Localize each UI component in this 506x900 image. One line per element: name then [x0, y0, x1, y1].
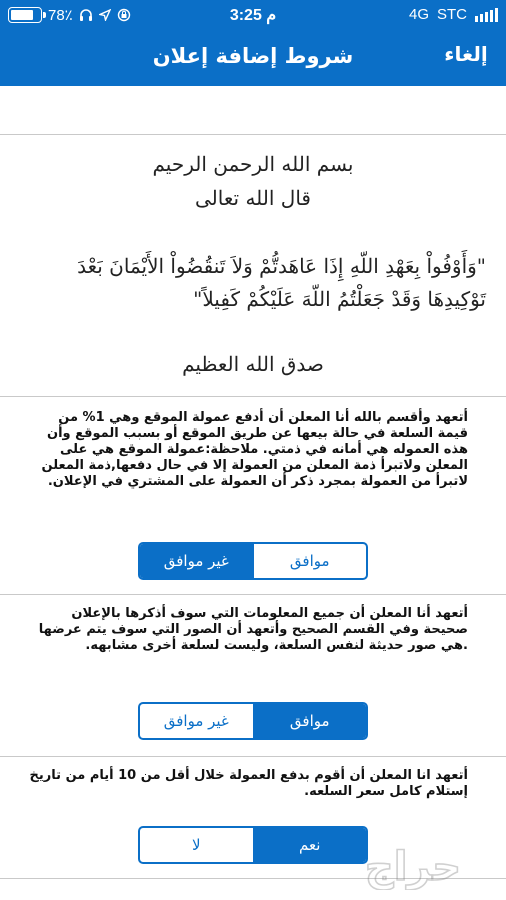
- disagree-option[interactable]: غير موافق: [140, 544, 253, 578]
- clause-text: أتعهد أنا المعلن أن جميع المعلومات التي سوف أذكرها بالإعلان صحيحة وفي القسم الصحيح وأتعهد أن الصور التي سوف يتم عرضها .هي صور حديثة لنفس السلعة، وليست لسلعة أخرى مشابهه.: [38, 606, 468, 653]
- network-type: 4G: [408, 6, 429, 23]
- page-title: شروط إضافة إعلان: [152, 44, 354, 68]
- status-bar: [0, 0, 506, 30]
- agree-option[interactable]: موافق: [253, 544, 367, 578]
- divider: [0, 396, 506, 397]
- battery-percent: 78٪: [48, 7, 73, 24]
- sadaqa-text: صدق الله العظيم: [182, 352, 324, 376]
- qala-text: قال الله تعالى: [195, 186, 311, 210]
- clause-1-choice: [138, 542, 368, 580]
- clause-2-choice: [138, 702, 368, 740]
- agree-option[interactable]: موافق: [253, 704, 367, 738]
- nav-bar: [0, 30, 506, 86]
- clause-text: أتعهد وأقسم بالله أنا المعلن أن أدفع عمولة الموقع وهي 1% من قيمة السلعة في حالة بيعها عن طريق الموقع أو بسبب الموقع وأن هذه العموله هي أمانه في ذمتي. ملاحظة:عمولة الموقع هي على المعلن ولاتبرأ ذمة المعلن من العمولة إلا في حال دفعها,ذمة المعلن لاتبرأ من العمولة بمجرد ذكر أن العمولة على المشتري في الإعلان.: [41, 410, 468, 489]
- disagree-option[interactable]: غير موافق: [163, 712, 229, 730]
- divider: [0, 756, 506, 757]
- divider: [0, 594, 506, 595]
- divider: [0, 134, 506, 135]
- signal-icon: [475, 8, 498, 22]
- yes-option[interactable]: نعم: [253, 828, 367, 862]
- no-option[interactable]: لا: [191, 836, 201, 854]
- clause-text: أتعهد انا المعلن أن أقوم بدفع العمولة خلال أقل من 10 أيام من تاريخ إستلام كامل سعر السلعه.: [29, 768, 468, 799]
- verse-text: "وَأَوْفُواْ بِعَهْدِ اللّهِ إِذَا عَاهَدتُّمْ وَلاَ تَنقُضُواْ الأَيْمَانَ بَعْدَ تَوْكِيدِهَا وَقَدْ جَعَلْتُمُ اللّهَ عَلَيْكُمْ كَفِيلاً": [77, 254, 486, 311]
- haraj-watermark-logo: [338, 842, 488, 890]
- svg-text:حراج: حراج: [364, 844, 462, 890]
- clause-3-choice: [138, 826, 368, 864]
- carrier-name: STC: [437, 6, 467, 23]
- cancel-button[interactable]: إلغاء: [444, 42, 488, 66]
- basmala-text: بسم الله الرحمن الرحيم: [152, 152, 354, 176]
- status-time: 3:25 م: [229, 7, 277, 24]
- status-right: [409, 6, 498, 23]
